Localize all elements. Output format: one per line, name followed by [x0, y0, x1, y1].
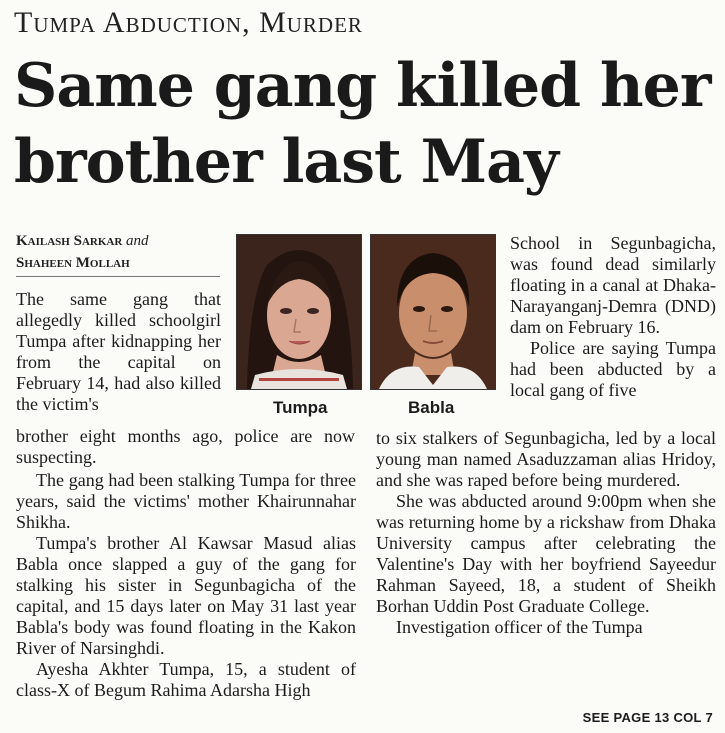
story-para-7: Investigation officer of the Tumpa	[396, 617, 643, 637]
jump-line[interactable]: SEE PAGE 13 COL 7	[582, 710, 713, 725]
photo-tumpa	[236, 234, 362, 390]
story-para-3: Tumpa's brother Al Kawsar Masud alias Babla once slapped a guy of the gang for stalking his sister in Segunbagicha of the capital, and 15 days later on May 31 last year Babla's body was found floating in the Kakon River of Narsinghdi.	[16, 533, 356, 658]
byline-rule	[16, 276, 220, 277]
story-para-4: Ayesha Akhter Tumpa, 15, a student of class-X of Begum Rahima Adarsha High	[16, 659, 356, 700]
story-col-1-lower	[16, 470, 356, 701]
story-col-2-lower	[376, 428, 716, 638]
story-para-5b: to six stalkers of Segunbagicha, led by a local young man named Asaduzzaman alias Hridoy, and she was raped before being murdered.	[376, 428, 716, 490]
byline-and: and	[126, 233, 149, 249]
author-1: Kailash Sarkar	[16, 233, 123, 249]
photo-caption-tumpa: Tumpa	[273, 398, 328, 417]
story-para-5a: Police are saying Tumpa had been abducted by a local gang of five	[510, 338, 716, 400]
story-para-6: She was abducted around 9:00pm when she was returning home by a rickshaw from Dhaka University campus after celebrating the Valentine's Day with her boyfriend Sayeedur Rahman Sayeed, 18, a student of Sheikh Borhan Uddin Post Graduate College.	[376, 491, 716, 616]
story-col-3-upper	[510, 233, 716, 401]
story-para-1a: The same gang that allegedly killed schoolgirl Tumpa after kidnapping her from the capital on February 14, had also killed the victim's	[16, 289, 221, 414]
author-2: Shaheen Mollah	[16, 255, 130, 271]
story-para-2: The gang had been stalking Tumpa for three years, said the victims' mother Khairunnahar Shikha.	[16, 470, 356, 532]
photo-caption-babla: Babla	[408, 398, 455, 417]
photo-babla	[370, 234, 496, 390]
story-para-4-cont: School in Segunbagicha, was found dead similarly floating in a canal at Dhaka-Narayanganj-Demra (DND) dam on February 16.	[510, 233, 716, 337]
byline	[16, 230, 220, 274]
headline: Same gang killed her brother last May	[14, 51, 711, 197]
story-para-1b: brother eight months ago, police are now suspecting.	[16, 426, 355, 467]
kicker: Tumpa Abduction, Murder	[14, 6, 363, 39]
